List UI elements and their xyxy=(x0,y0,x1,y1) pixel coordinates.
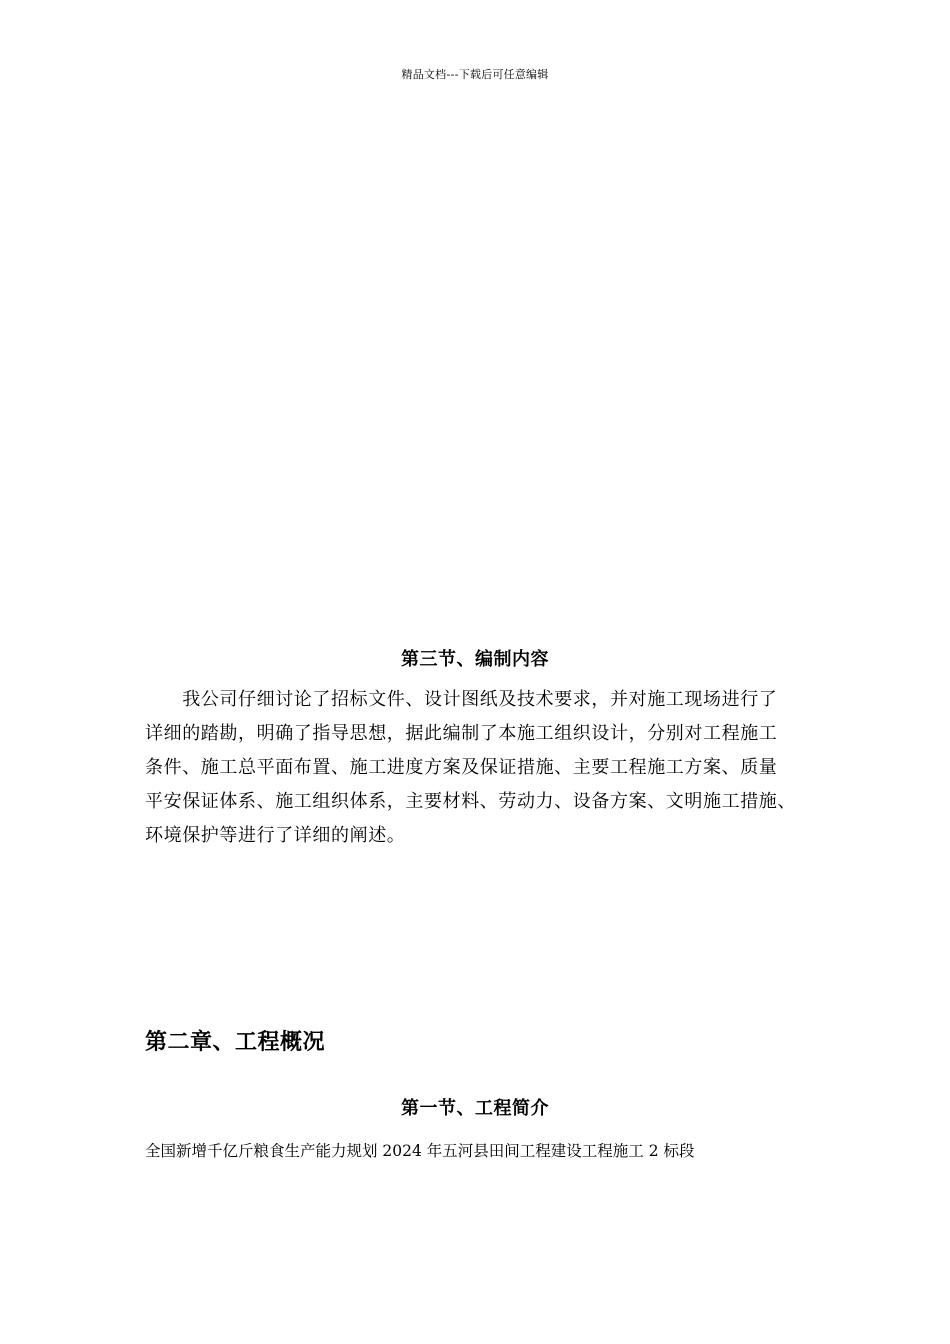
section-title-compilation-content: 第三节、编制内容 xyxy=(401,649,549,670)
paragraph-line: 详细的踏勘，明确了指导思想，据此编制了本施工组织设计，分别对工程施工 xyxy=(145,723,778,744)
project-introduction-text: 全国新增千亿斤粮食生产能力规划 2024 年五河县田间工程建设工程施工 2 标段 xyxy=(145,1142,695,1160)
chapter-title-project-overview: 第二章、工程概况 xyxy=(145,1030,326,1055)
compilation-content-paragraph xyxy=(145,683,821,853)
paragraph-line: 环境保护等进行了详细的阐述。 xyxy=(145,825,406,846)
page-header: 精品文档---下载后可任意编辑 xyxy=(401,68,549,81)
paragraph-line: 条件、施工总平面布置、施工进度方案及保证措施、主要工程施工方案、质量 xyxy=(145,757,778,778)
paragraph-line: 平安保证体系、施工组织体系，主要材料、劳动力、设备方案、文明施工措施、 xyxy=(145,791,796,812)
paragraph-line: 我公司仔细讨论了招标文件、设计图纸及技术要求，并对施工现场进行了 xyxy=(145,689,778,710)
section-title-project-introduction: 第一节、工程简介 xyxy=(401,1098,549,1119)
